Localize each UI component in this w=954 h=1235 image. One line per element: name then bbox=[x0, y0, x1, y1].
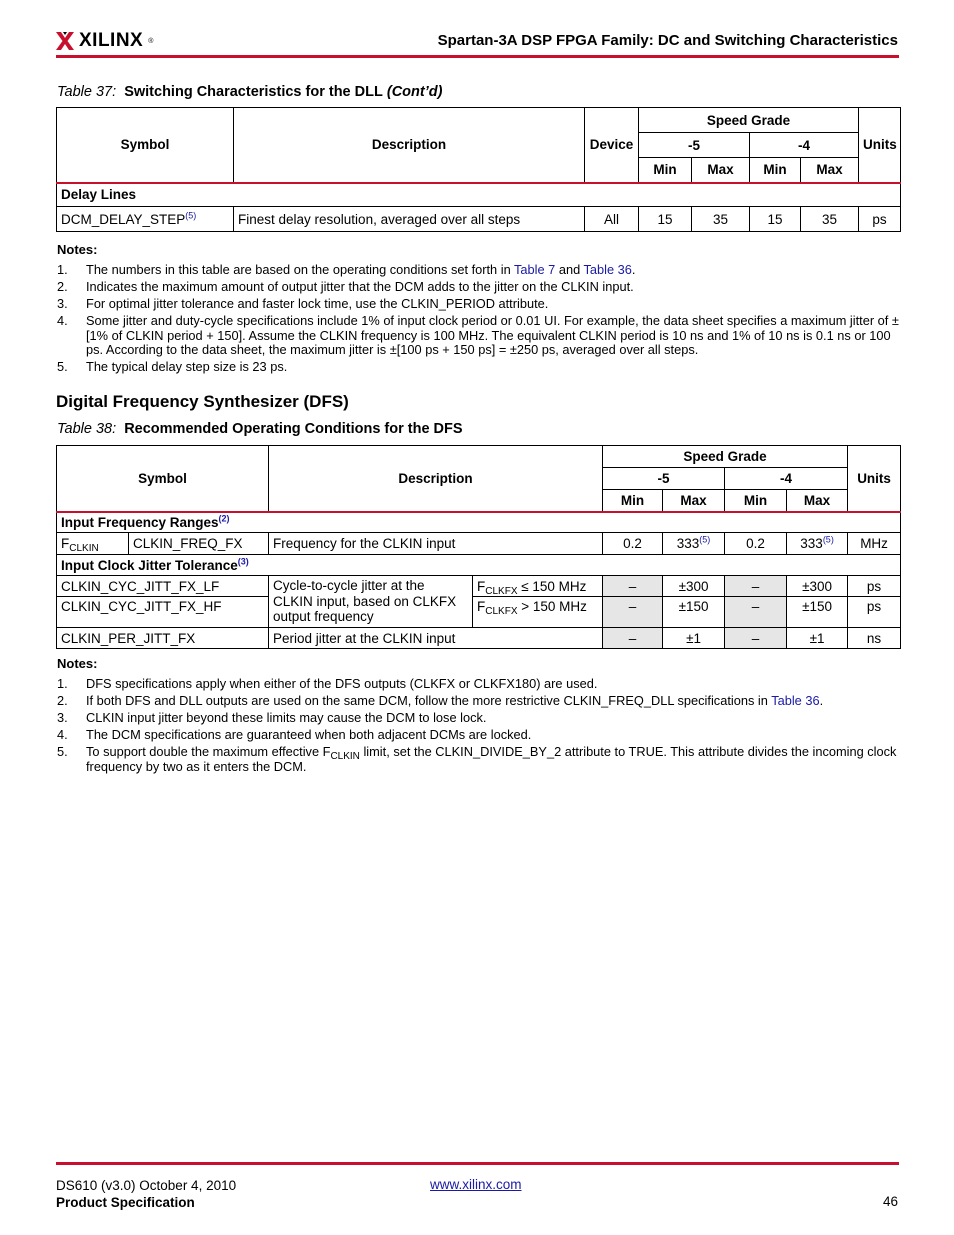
t38-row1-units: MHz bbox=[848, 533, 901, 555]
t38-row1-symbol: CLKIN_FREQ_FX bbox=[129, 533, 269, 555]
t38-section-jitter-tolerance: Input Clock Jitter Tolerance$^{(3)}$ bbox=[57, 555, 901, 576]
table36-link[interactable]: Table 36 bbox=[771, 693, 820, 708]
footer-spec-label: Product Specification bbox=[56, 1195, 195, 1210]
footer-doc-id: DS610 (v3.0) October 4, 2010 bbox=[56, 1178, 237, 1193]
t38-header-speed-grade: Speed Grade bbox=[603, 446, 848, 468]
t38-header-description: Description bbox=[269, 446, 603, 512]
t38-row3-units: ps bbox=[848, 597, 901, 628]
t38-row4-symbol: CLKIN_PER_JITT_FX bbox=[57, 628, 269, 649]
table37-caption-title: Switching Characteristics for the DLL bbox=[124, 84, 383, 100]
table38 bbox=[56, 445, 901, 649]
table37-caption bbox=[57, 84, 442, 100]
t38-row2-min5: – bbox=[603, 576, 663, 597]
t38-header-grade-5: -5 bbox=[603, 468, 725, 490]
t38-header-min-5: Min bbox=[603, 490, 663, 512]
t38-row4-min5: – bbox=[603, 628, 663, 649]
table37 bbox=[56, 107, 901, 232]
t38-header-max-5: Max bbox=[663, 490, 725, 512]
note-item: 5. The typical delay step size is 23 ps. bbox=[57, 359, 288, 374]
t37-row-min5: 15 bbox=[639, 207, 692, 232]
note-item: 4. Some jitter and duty-cycle specifications include 1% of input clock period or 0.01 UI. For example, the data sheet specifies a maximum jitter of ±[1% of CLKIN period + 150]. Assume the CLKIN frequency is 100 MHz. The equivalent CLKIN period is 10 ns and 1% of 10 ns is 0.1 ns or 100 ps. According to the data sheet, the maximum jitter is ±[100 ps + 150 ps] = ±250 ps, averaged over all steps. bbox=[57, 313, 899, 357]
page-number: 46 bbox=[882, 1194, 898, 1209]
note-item: 3. CLKIN input jitter beyond these limits may cause the DCM to lose lock. bbox=[57, 710, 487, 725]
note-item: 3. For optimal jitter tolerance and faster lock time, use the CLKIN_PERIOD attribute. bbox=[57, 296, 549, 311]
t38-row3-max5: ±150 bbox=[663, 597, 725, 628]
t38-row4-units: ns bbox=[848, 628, 901, 649]
note-item: 1. The numbers in this table are based on the operating conditions set forth in Table 7 and Table 36. bbox=[57, 262, 636, 277]
note-item: 5. To support double the maximum effective $F_{CLKIN}$ limit, set the CLKIN_DIVIDE_BY_2 attribute to TRUE. This attribute divides the incoming clock frequency by two as it enters the DCM. bbox=[57, 744, 897, 774]
note-item: 1. DFS specifications apply when either of the DFS outputs (CLKFX or CLKFX180) are used. bbox=[57, 676, 598, 691]
t38-section-input-frequency: Input Frequency Ranges$^{(2)}$ bbox=[57, 512, 901, 533]
t38-row1-description: Frequency for the CLKIN input bbox=[269, 533, 603, 555]
table38-caption bbox=[57, 421, 463, 437]
logo-wordmark: XILINX bbox=[79, 30, 144, 51]
t37-row-min4: 15 bbox=[750, 207, 801, 232]
t38-row2-min4: – bbox=[725, 576, 787, 597]
footnote-ref-link[interactable]: (2) bbox=[218, 513, 230, 524]
footnote-ref-link[interactable]: (5) bbox=[699, 534, 711, 545]
table36-link[interactable]: Table 36 bbox=[583, 262, 632, 277]
t37-header-grade-4: -4 bbox=[750, 133, 859, 158]
t37-row-max4: 35 bbox=[801, 207, 859, 232]
t38-row1-min5: 0.2 bbox=[603, 533, 663, 555]
t37-header-symbol: Symbol bbox=[57, 108, 234, 183]
notes-heading: Notes: bbox=[57, 242, 98, 257]
t38-row2-symbol: CLKIN_CYC_JITT_FX_LF bbox=[57, 576, 269, 597]
t38-row3-max4: ±150 bbox=[787, 597, 848, 628]
t38-row3-min4: – bbox=[725, 597, 787, 628]
table38-notes bbox=[57, 656, 899, 777]
note-item: 4. The DCM specifications are guaranteed when both adjacent DCMs are locked. bbox=[57, 727, 532, 742]
t37-header-device: Device bbox=[585, 108, 639, 183]
xilinx-logo bbox=[56, 30, 153, 52]
t38-row2-units: ps bbox=[848, 576, 901, 597]
t38-row2-max5: ±300 bbox=[663, 576, 725, 597]
t38-header-min-4: Min bbox=[725, 490, 787, 512]
t38-row1-max5: 333$^{(5)}$ bbox=[663, 533, 725, 555]
t38-row1-min4: 0.2 bbox=[725, 533, 787, 555]
page-header-title: Spartan-3A DSP FPGA Family: DC and Switching Characteristics bbox=[437, 32, 898, 49]
note-item: 2. If both DFS and DLL outputs are used on the same DCM, follow the more restrictive CLKIN_FREQ_DLL specifications in Table 36. bbox=[57, 693, 824, 708]
t38-row1-max4: 333$^{(5)}$ bbox=[787, 533, 848, 555]
t37-header-min-4: Min bbox=[750, 158, 801, 183]
section-heading: Digital Frequency Synthesizer (DFS) bbox=[56, 392, 349, 411]
t37-header-min-5: Min bbox=[639, 158, 692, 183]
table38-caption-title: Recommended Operating Conditions for the DFS bbox=[124, 421, 463, 437]
footer-doc-info bbox=[56, 1177, 236, 1211]
footnote-ref-link[interactable]: (3) bbox=[237, 556, 249, 566]
t37-row-symbol: DCM_DELAY_STEP$^{(5)}$ bbox=[57, 207, 234, 232]
table37-caption-suffix: (Cont’d) bbox=[386, 84, 443, 100]
t38-row2-condition: $F_{CLKFX} \le 150$ MHz bbox=[473, 576, 603, 597]
t38-row1-fclkin: $F_{CLKIN}$ bbox=[57, 533, 129, 555]
t38-header-grade-4: -4 bbox=[725, 468, 848, 490]
table7-link[interactable]: Table 7 bbox=[514, 262, 556, 277]
note-item: 2. Indicates the maximum amount of output jitter that the DCM adds to the jitter on the CLKIN input. bbox=[57, 279, 634, 294]
header-rule bbox=[56, 55, 899, 58]
t38-header-max-4: Max bbox=[787, 490, 848, 512]
footer-rule bbox=[56, 1162, 899, 1165]
t37-header-speed-grade: Speed Grade bbox=[639, 108, 859, 133]
table37-caption-prefix: Table 37: bbox=[57, 84, 117, 100]
t38-row2-max4: ±300 bbox=[787, 576, 848, 597]
t38-row3-condition: $F_{CLKFX} > 150$ MHz bbox=[473, 597, 603, 628]
t37-header-units: Units bbox=[859, 108, 901, 183]
t37-row-max5: 35 bbox=[692, 207, 750, 232]
xilinx-mark-icon bbox=[56, 32, 74, 50]
table37-notes bbox=[57, 242, 899, 377]
t38-row4-max4: ±1 bbox=[787, 628, 848, 649]
t37-header-max-4: Max bbox=[801, 158, 859, 183]
footer-website-link[interactable]: www.xilinx.com bbox=[430, 1177, 522, 1192]
t37-header-grade-5: -5 bbox=[639, 133, 750, 158]
t38-row4-max5: ±1 bbox=[663, 628, 725, 649]
t38-jitter-description: Cycle-to-cycle jitter at the CLKIN input, based on CLKFX output frequency bbox=[269, 576, 473, 628]
t38-row3-min5: – bbox=[603, 597, 663, 628]
logo-registered: ® bbox=[148, 37, 154, 45]
t37-row-device: All bbox=[585, 207, 639, 232]
t38-row3-symbol: CLKIN_CYC_JITT_FX_HF bbox=[57, 597, 269, 628]
t37-section-delay-lines: Delay Lines bbox=[57, 183, 901, 207]
t38-row4-min4: – bbox=[725, 628, 787, 649]
t37-row-description: Finest delay resolution, averaged over all steps bbox=[234, 207, 585, 232]
footnote-ref-link[interactable]: (5) bbox=[185, 210, 197, 220]
t38-header-units: Units bbox=[848, 446, 901, 512]
table38-caption-prefix: Table 38: bbox=[57, 421, 117, 437]
t37-header-max-5: Max bbox=[692, 158, 750, 183]
t38-row4-description: Period jitter at the CLKIN input bbox=[269, 628, 603, 649]
t37-row-units: ps bbox=[859, 207, 901, 232]
notes-heading: Notes: bbox=[57, 656, 98, 671]
t38-header-symbol: Symbol bbox=[57, 446, 269, 512]
footnote-ref-link[interactable]: (5) bbox=[822, 534, 834, 545]
t37-header-description: Description bbox=[234, 108, 585, 183]
